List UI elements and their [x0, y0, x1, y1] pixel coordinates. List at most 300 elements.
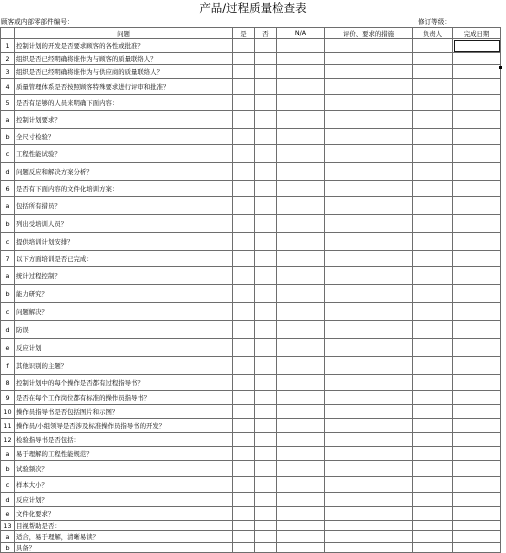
question-cell[interactable]: 操作员指导书是否包括图片和示图？ — [15, 405, 233, 419]
no-cell[interactable] — [255, 39, 277, 53]
column-header-na: N/A — [277, 28, 325, 39]
yes-cell[interactable] — [233, 303, 255, 321]
comments-cell[interactable] — [325, 477, 413, 493]
table-row — [1, 79, 501, 95]
customer-part-number-label: 顾客或内部零部件编号： — [1, 18, 74, 26]
na-cell[interactable] — [277, 357, 325, 375]
table-row — [1, 339, 501, 357]
no-cell[interactable] — [255, 111, 277, 129]
comments-cell[interactable] — [325, 419, 413, 433]
due-date-cell[interactable] — [453, 461, 501, 477]
yes-cell[interactable] — [233, 65, 255, 79]
due-date-cell[interactable] — [453, 391, 501, 405]
question-cell[interactable]: 是否有下面内容的文件化培训方案： — [15, 181, 233, 197]
na-cell[interactable] — [277, 543, 325, 553]
owner-cell[interactable] — [413, 375, 453, 391]
na-cell[interactable] — [277, 79, 325, 95]
table-row — [1, 531, 501, 543]
na-cell[interactable] — [277, 145, 325, 163]
due-date-cell[interactable] — [453, 251, 501, 267]
owner-cell[interactable] — [413, 321, 453, 339]
row-number[interactable]: c — [1, 477, 15, 493]
question-cell[interactable]: 是否在每个工作岗位都有标准的操作员指导书？ — [15, 391, 233, 405]
na-cell[interactable] — [277, 531, 325, 543]
row-number[interactable]: 9 — [1, 391, 15, 405]
owner-cell[interactable] — [413, 477, 453, 493]
row-number[interactable]: a — [1, 531, 15, 543]
yes-cell[interactable] — [233, 285, 255, 303]
comments-cell[interactable] — [325, 339, 413, 357]
na-cell[interactable] — [277, 163, 325, 181]
owner-cell[interactable] — [413, 163, 453, 181]
comments-cell[interactable] — [325, 531, 413, 543]
table-row — [1, 267, 501, 285]
question-cell[interactable]: 控制计划要求？ — [15, 111, 233, 129]
row-number[interactable]: d — [1, 493, 15, 507]
no-cell[interactable] — [255, 477, 277, 493]
comments-cell[interactable] — [325, 375, 413, 391]
no-cell[interactable] — [255, 163, 277, 181]
no-cell[interactable] — [255, 303, 277, 321]
row-number[interactable]: 13 — [1, 521, 15, 531]
na-cell[interactable] — [277, 233, 325, 251]
na-cell[interactable] — [277, 251, 325, 267]
question-cell[interactable]: 样本大小？ — [15, 477, 233, 493]
table-row — [1, 251, 501, 267]
revision-level-label: 修订等级： — [418, 18, 451, 26]
na-cell[interactable] — [277, 53, 325, 65]
row-number[interactable]: e — [1, 339, 15, 357]
row-number[interactable]: a — [1, 267, 15, 285]
owner-cell[interactable] — [413, 267, 453, 285]
na-cell[interactable] — [277, 39, 325, 53]
table-row — [1, 111, 501, 129]
table-row — [1, 405, 501, 419]
no-cell[interactable] — [255, 197, 277, 215]
yes-cell[interactable] — [233, 477, 255, 493]
comments-cell[interactable] — [325, 181, 413, 197]
comments-cell[interactable] — [325, 493, 413, 507]
owner-cell[interactable] — [413, 405, 453, 419]
owner-cell[interactable] — [413, 419, 453, 433]
comments-cell[interactable] — [325, 129, 413, 145]
comments-cell[interactable] — [325, 391, 413, 405]
owner-cell[interactable] — [413, 493, 453, 507]
checklist-table — [0, 27, 501, 553]
comments-cell[interactable] — [325, 303, 413, 321]
question-cell[interactable]: 操作员/小组领导是否涉及标准操作员指导书的开发？ — [15, 419, 233, 433]
comments-cell[interactable] — [325, 447, 413, 461]
owner-cell[interactable] — [413, 129, 453, 145]
na-cell[interactable] — [277, 461, 325, 477]
row-number[interactable]: d — [1, 321, 15, 339]
owner-cell[interactable] — [413, 391, 453, 405]
na-cell[interactable] — [277, 391, 325, 405]
row-number[interactable]: 2 — [1, 53, 15, 65]
no-cell[interactable] — [255, 521, 277, 531]
yes-cell[interactable] — [233, 391, 255, 405]
owner-cell[interactable] — [413, 339, 453, 357]
na-cell[interactable] — [277, 321, 325, 339]
comments-cell[interactable] — [325, 267, 413, 285]
owner-cell[interactable] — [413, 251, 453, 267]
question-cell[interactable]: 其他识别的主题？ — [15, 357, 233, 375]
row-number[interactable]: b — [1, 543, 15, 553]
no-cell[interactable] — [255, 433, 277, 447]
question-cell[interactable]: 质量管理体系是否按照顾客特殊要求进行评审和批准？ — [15, 79, 233, 95]
no-cell[interactable] — [255, 233, 277, 251]
na-cell[interactable] — [277, 447, 325, 461]
yes-cell[interactable] — [233, 233, 255, 251]
no-cell[interactable] — [255, 391, 277, 405]
table-row — [1, 303, 501, 321]
na-cell[interactable] — [277, 181, 325, 197]
question-cell[interactable]: 提供培训计划安排？ — [15, 233, 233, 251]
comments-cell[interactable] — [325, 251, 413, 267]
comments-cell[interactable] — [325, 321, 413, 339]
yes-cell[interactable] — [233, 95, 255, 111]
question-cell[interactable]: 反应计划 — [15, 339, 233, 357]
question-cell[interactable]: 控制计划的开发是否要求顾客的各性或批准？ — [15, 39, 233, 53]
row-number[interactable]: f — [1, 357, 15, 375]
row-number[interactable]: a — [1, 197, 15, 215]
no-cell[interactable] — [255, 145, 277, 163]
yes-cell[interactable] — [233, 419, 255, 433]
due-date-cell[interactable] — [453, 215, 501, 233]
column-header-comments: 评价、要求的措施 — [325, 28, 413, 39]
due-date-cell[interactable] — [453, 39, 501, 53]
no-cell[interactable] — [255, 129, 277, 145]
row-number[interactable]: 12 — [1, 433, 15, 447]
no-cell[interactable] — [255, 447, 277, 461]
na-cell[interactable] — [277, 433, 325, 447]
column-header-yes: 是 — [233, 28, 255, 39]
owner-cell[interactable] — [413, 285, 453, 303]
due-date-cell[interactable] — [453, 285, 501, 303]
owner-cell[interactable] — [413, 447, 453, 461]
question-cell[interactable]: 问题反应和解决方案分析？ — [15, 163, 233, 181]
na-cell[interactable] — [277, 375, 325, 391]
question-cell[interactable]: 工程性能试验？ — [15, 145, 233, 163]
row-number[interactable]: a — [1, 447, 15, 461]
owner-cell[interactable] — [413, 53, 453, 65]
no-cell[interactable] — [255, 543, 277, 553]
yes-cell[interactable] — [233, 461, 255, 477]
due-date-cell[interactable] — [453, 197, 501, 215]
question-cell[interactable]: 列出受培训人员？ — [15, 215, 233, 233]
no-cell[interactable] — [255, 531, 277, 543]
due-date-cell[interactable] — [453, 129, 501, 145]
due-date-cell[interactable] — [453, 433, 501, 447]
yes-cell[interactable] — [233, 433, 255, 447]
owner-cell[interactable] — [413, 39, 453, 53]
no-cell[interactable] — [255, 321, 277, 339]
yes-cell[interactable] — [233, 405, 255, 419]
comments-cell[interactable] — [325, 111, 413, 129]
table-row — [1, 285, 501, 303]
no-cell[interactable] — [255, 375, 277, 391]
owner-cell[interactable] — [413, 145, 453, 163]
comments-cell[interactable] — [325, 357, 413, 375]
due-date-cell[interactable] — [453, 493, 501, 507]
row-number[interactable]: 7 — [1, 251, 15, 267]
row-number[interactable]: 6 — [1, 181, 15, 197]
no-cell[interactable] — [255, 181, 277, 197]
table-row — [1, 391, 501, 405]
no-cell[interactable] — [255, 419, 277, 433]
row-number[interactable]: 4 — [1, 79, 15, 95]
table-row — [1, 145, 501, 163]
question-cell[interactable]: 目视帮助是否： — [15, 521, 233, 531]
comments-cell[interactable] — [325, 95, 413, 111]
table-row — [1, 357, 501, 375]
owner-cell[interactable] — [413, 111, 453, 129]
yes-cell[interactable] — [233, 145, 255, 163]
row-number[interactable]: e — [1, 507, 15, 521]
na-cell[interactable] — [277, 197, 325, 215]
owner-cell[interactable] — [413, 531, 453, 543]
due-date-cell[interactable] — [453, 405, 501, 419]
yes-cell[interactable] — [233, 357, 255, 375]
comments-cell[interactable] — [325, 405, 413, 419]
yes-cell[interactable] — [233, 521, 255, 531]
row-number[interactable]: c — [1, 303, 15, 321]
table-row — [1, 53, 501, 65]
due-date-cell[interactable] — [453, 65, 501, 79]
due-date-cell[interactable] — [453, 447, 501, 461]
comments-cell[interactable] — [325, 215, 413, 233]
due-date-cell[interactable] — [453, 303, 501, 321]
question-cell[interactable]: 具备？ — [15, 543, 233, 553]
na-cell[interactable] — [277, 405, 325, 419]
row-number[interactable]: 10 — [1, 405, 15, 419]
question-cell[interactable]: 反应计划？ — [15, 493, 233, 507]
due-date-cell[interactable] — [453, 375, 501, 391]
na-cell[interactable] — [277, 285, 325, 303]
question-cell[interactable]: 包括所有措员？ — [15, 197, 233, 215]
due-date-cell[interactable] — [453, 543, 501, 553]
row-number[interactable]: b — [1, 129, 15, 145]
comments-cell[interactable] — [325, 461, 413, 477]
na-cell[interactable] — [277, 65, 325, 79]
na-cell[interactable] — [277, 419, 325, 433]
table-row — [1, 543, 501, 553]
yes-cell[interactable] — [233, 163, 255, 181]
column-header-number — [1, 28, 15, 39]
comments-cell[interactable] — [325, 507, 413, 521]
question-cell[interactable]: 以下方面培训是否已完成： — [15, 251, 233, 267]
owner-cell[interactable] — [413, 181, 453, 197]
row-number[interactable]: b — [1, 461, 15, 477]
due-date-cell[interactable] — [453, 95, 501, 111]
due-date-cell[interactable] — [453, 339, 501, 357]
question-cell[interactable]: 全尺寸检验？ — [15, 129, 233, 145]
yes-cell[interactable] — [233, 129, 255, 145]
no-cell[interactable] — [255, 53, 277, 65]
na-cell[interactable] — [277, 339, 325, 357]
due-date-cell[interactable] — [453, 163, 501, 181]
question-cell[interactable]: 组织是否已经明确将谁作为与顾客的质量联络人？ — [15, 53, 233, 65]
row-number[interactable]: 8 — [1, 375, 15, 391]
owner-cell[interactable] — [413, 197, 453, 215]
na-cell[interactable] — [277, 129, 325, 145]
column-header-no: 否 — [255, 28, 277, 39]
owner-cell[interactable] — [413, 521, 453, 531]
comments-cell[interactable] — [325, 197, 413, 215]
row-number[interactable]: 11 — [1, 419, 15, 433]
no-cell[interactable] — [255, 357, 277, 375]
comments-cell[interactable] — [325, 543, 413, 553]
na-cell[interactable] — [277, 215, 325, 233]
question-cell[interactable]: 控制计划中的每个操作是否都有过程指导书？ — [15, 375, 233, 391]
due-date-cell[interactable] — [453, 357, 501, 375]
row-number[interactable]: d — [1, 163, 15, 181]
question-cell[interactable]: 适合，易于理解，清晰易读？ — [15, 531, 233, 543]
question-cell[interactable]: 防误 — [15, 321, 233, 339]
question-cell[interactable]: 检验指导书是否包括： — [15, 433, 233, 447]
row-number[interactable]: a — [1, 111, 15, 129]
table-row — [1, 521, 501, 531]
owner-cell[interactable] — [413, 357, 453, 375]
due-date-cell[interactable] — [453, 419, 501, 433]
comments-cell[interactable] — [325, 65, 413, 79]
comments-cell[interactable] — [325, 163, 413, 181]
question-cell[interactable]: 统计过程控制？ — [15, 267, 233, 285]
owner-cell[interactable] — [413, 65, 453, 79]
table-row — [1, 507, 501, 521]
owner-cell[interactable] — [413, 79, 453, 95]
na-cell[interactable] — [277, 111, 325, 129]
comments-cell[interactable] — [325, 145, 413, 163]
question-cell[interactable]: 文件化要求？ — [15, 507, 233, 521]
table-row — [1, 65, 501, 79]
comments-cell[interactable] — [325, 79, 413, 95]
question-cell[interactable]: 试验频次？ — [15, 461, 233, 477]
due-date-cell[interactable] — [453, 145, 501, 163]
yes-cell[interactable] — [233, 543, 255, 553]
question-cell[interactable]: 是否有足够的人员来明确下面内容： — [15, 95, 233, 111]
owner-cell[interactable] — [413, 461, 453, 477]
no-cell[interactable] — [255, 285, 277, 303]
no-cell[interactable] — [255, 65, 277, 79]
yes-cell[interactable] — [233, 79, 255, 95]
no-cell[interactable] — [255, 339, 277, 357]
owner-cell[interactable] — [413, 543, 453, 553]
due-date-cell[interactable] — [453, 321, 501, 339]
no-cell[interactable] — [255, 215, 277, 233]
due-date-cell[interactable] — [453, 111, 501, 129]
table-row — [1, 197, 501, 215]
comments-cell[interactable] — [325, 39, 413, 53]
no-cell[interactable] — [255, 251, 277, 267]
no-cell[interactable] — [255, 493, 277, 507]
yes-cell[interactable] — [233, 181, 255, 197]
no-cell[interactable] — [255, 95, 277, 111]
owner-cell[interactable] — [413, 233, 453, 251]
question-cell[interactable]: 问题解决？ — [15, 303, 233, 321]
comments-cell[interactable] — [325, 521, 413, 531]
row-number[interactable]: b — [1, 285, 15, 303]
yes-cell[interactable] — [233, 339, 255, 357]
table-row — [1, 461, 501, 477]
row-number[interactable]: 5 — [1, 95, 15, 111]
due-date-cell[interactable] — [453, 477, 501, 493]
yes-cell[interactable] — [233, 111, 255, 129]
yes-cell[interactable] — [233, 321, 255, 339]
table-row — [1, 233, 501, 251]
yes-cell[interactable] — [233, 447, 255, 461]
sheet-title: 产品/过程质量检查表 — [199, 1, 307, 15]
fill-handle[interactable] — [499, 66, 502, 69]
no-cell[interactable] — [255, 507, 277, 521]
yes-cell[interactable] — [233, 197, 255, 215]
comments-cell[interactable] — [325, 53, 413, 65]
owner-cell[interactable] — [413, 433, 453, 447]
row-number[interactable]: 1 — [1, 39, 15, 53]
owner-cell[interactable] — [413, 215, 453, 233]
na-cell[interactable] — [277, 521, 325, 531]
yes-cell[interactable] — [233, 375, 255, 391]
due-date-cell[interactable] — [453, 521, 501, 531]
yes-cell[interactable] — [233, 39, 255, 53]
column-header-owner: 负责人 — [413, 28, 453, 39]
due-date-cell[interactable] — [453, 181, 501, 197]
due-date-cell[interactable] — [453, 233, 501, 251]
table-row — [1, 493, 501, 507]
row-number[interactable]: b — [1, 215, 15, 233]
row-number[interactable]: 3 — [1, 65, 15, 79]
due-date-cell[interactable] — [453, 531, 501, 543]
yes-cell[interactable] — [233, 53, 255, 65]
question-cell[interactable]: 能力研究？ — [15, 285, 233, 303]
due-date-cell[interactable] — [453, 267, 501, 285]
na-cell[interactable] — [277, 477, 325, 493]
due-date-cell[interactable] — [453, 507, 501, 521]
table-row — [1, 375, 501, 391]
owner-cell[interactable] — [413, 507, 453, 521]
yes-cell[interactable] — [233, 531, 255, 543]
yes-cell[interactable] — [233, 493, 255, 507]
na-cell[interactable] — [277, 507, 325, 521]
comments-cell[interactable] — [325, 433, 413, 447]
yes-cell[interactable] — [233, 251, 255, 267]
yes-cell[interactable] — [233, 215, 255, 233]
due-date-cell[interactable] — [453, 53, 501, 65]
na-cell[interactable] — [277, 493, 325, 507]
no-cell[interactable] — [255, 405, 277, 419]
table-row — [1, 215, 501, 233]
owner-cell[interactable] — [413, 95, 453, 111]
row-number[interactable]: c — [1, 145, 15, 163]
yes-cell[interactable] — [233, 267, 255, 285]
comments-cell[interactable] — [325, 233, 413, 251]
na-cell[interactable] — [277, 95, 325, 111]
question-cell[interactable]: 组织是否已经明确将谁作为与供应商的质量联络人？ — [15, 65, 233, 79]
owner-cell[interactable] — [413, 303, 453, 321]
no-cell[interactable] — [255, 267, 277, 285]
due-date-cell[interactable] — [453, 79, 501, 95]
no-cell[interactable] — [255, 461, 277, 477]
table-row — [1, 181, 501, 197]
no-cell[interactable] — [255, 79, 277, 95]
comments-cell[interactable] — [325, 285, 413, 303]
yes-cell[interactable] — [233, 507, 255, 521]
na-cell[interactable] — [277, 267, 325, 285]
na-cell[interactable] — [277, 303, 325, 321]
row-number[interactable]: c — [1, 233, 15, 251]
question-cell[interactable]: 易于理解的工程性能规范？ — [15, 447, 233, 461]
column-header-due-date: 完成日期 — [453, 28, 501, 39]
